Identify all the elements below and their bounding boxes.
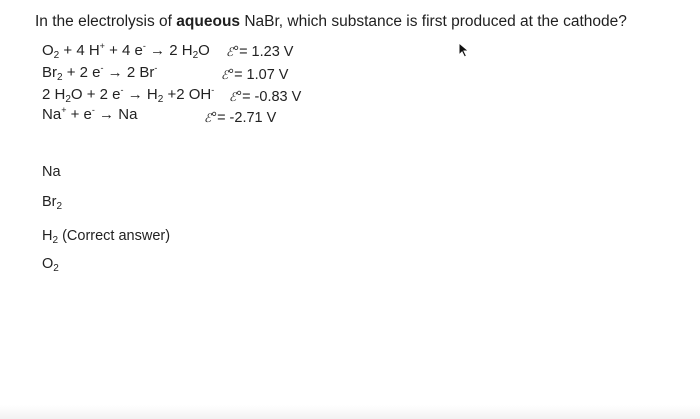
r2-rhs-b-sup: - [154, 63, 158, 73]
emf-symbol: ℰ [226, 45, 234, 59]
emf-symbol: ℰ [204, 111, 212, 125]
r2-lhs-b-sup: - [100, 63, 104, 73]
answer-option-na[interactable] [42, 164, 61, 180]
option-label: Br [42, 194, 57, 210]
r1-lhs-c-sup: - [142, 41, 146, 51]
r4-lhs-c-sup: - [91, 105, 95, 115]
r3-rhs-b: +2 OH [163, 86, 212, 103]
r4-rhs-a: Na [118, 106, 138, 123]
r2-lhs-a-sub: 2 [57, 72, 63, 83]
question-bold: aqueous [176, 13, 241, 30]
question-prefix: In the electrolysis of [35, 13, 177, 30]
reaction-3 [42, 86, 214, 103]
answer-option-br2[interactable] [42, 194, 62, 210]
r3-lhs-b-sup: - [120, 85, 124, 95]
reaction-2 [42, 64, 157, 81]
potential-1 [226, 44, 293, 60]
answer-option-o2[interactable] [42, 256, 59, 272]
answer-option-h2[interactable] [42, 228, 170, 244]
option-sub: 2 [53, 263, 59, 274]
r3-lhs-a: 2 H [42, 86, 66, 103]
r4-lhs-a: Na [42, 106, 62, 123]
question-text [35, 13, 627, 31]
r2-potential: °= 1.07 V [228, 67, 289, 83]
r3-arrow: → [123, 86, 147, 103]
r2-arrow: → [103, 64, 127, 81]
r3-lhs-b: O + 2 e [70, 86, 121, 103]
r3-rhs-a-sub: 2 [157, 94, 164, 105]
reaction-4 [42, 106, 137, 123]
r1-lhs-a: O [42, 42, 54, 59]
r1-rhs-a: 2 H [169, 42, 193, 59]
r1-rhs-b: O [198, 42, 210, 59]
r4-lhs-c: + e [66, 106, 92, 123]
r1-arrow: → [145, 42, 170, 59]
potential-2 [221, 67, 288, 83]
r3-potential: °= -0.83 V [236, 89, 302, 105]
r4-lhs-b-sup: + [61, 105, 67, 115]
r1-lhs-c: + 4 e [104, 42, 143, 59]
r1-rhs-a-sub: 2 [192, 50, 199, 61]
r1-lhs-b-sup: + [99, 41, 105, 51]
r1-lhs-a-sub: 2 [53, 50, 60, 61]
option-sub: 2 [52, 235, 59, 246]
emf-symbol: ℰ [229, 90, 237, 104]
option-sub: 2 [56, 201, 63, 212]
emf-symbol: ℰ [221, 68, 229, 82]
r1-lhs-b: + 4 H [59, 42, 100, 59]
r1-potential: °= 1.23 V [233, 44, 294, 60]
potential-4 [204, 110, 276, 126]
bottom-edge [0, 405, 700, 419]
r3-lhs-a-sub: 2 [65, 94, 71, 105]
option-label: O [42, 256, 54, 272]
option-label: H [42, 228, 53, 244]
reaction-1 [42, 42, 210, 59]
r2-rhs-a: 2 Br [126, 64, 155, 81]
question-suffix: NaBr, which substance is first produced at the cathode? [240, 13, 627, 30]
r3-rhs-b-sup: - [211, 85, 215, 95]
potential-3 [229, 89, 301, 105]
r3-rhs-a: H [146, 86, 158, 103]
option-label: Na [42, 164, 61, 180]
r4-arrow: → [94, 106, 119, 123]
r4-potential: °= -2.71 V [211, 110, 277, 126]
r2-lhs-a: Br [42, 64, 57, 81]
correct-answer-note: (Correct answer) [58, 228, 171, 244]
r2-lhs-b: + 2 e [62, 64, 101, 81]
